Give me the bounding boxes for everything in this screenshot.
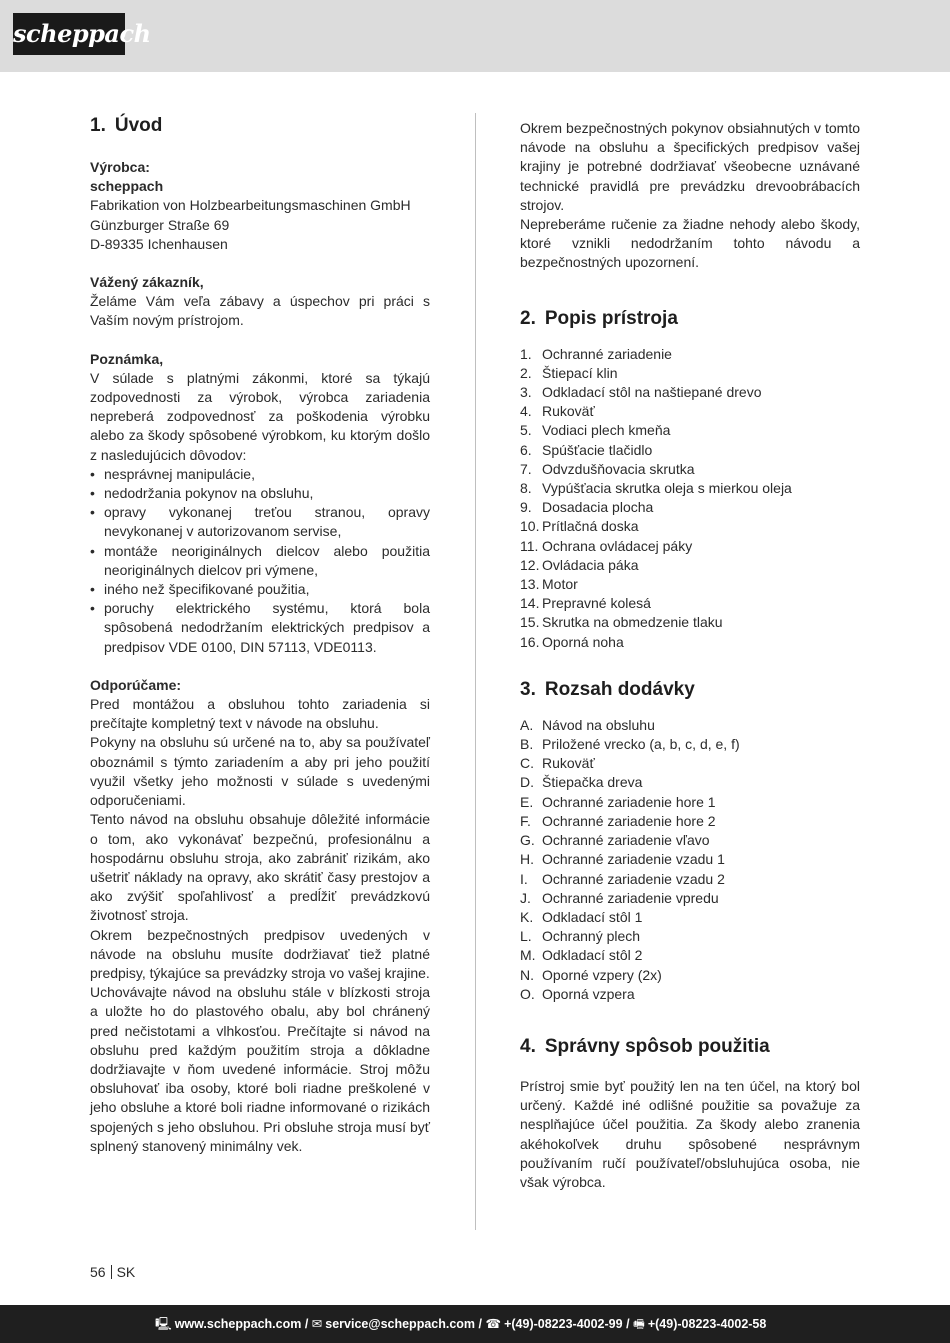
list-item: • montáže neoriginálnych dielcov alebo použitia neoriginálnych dielcov pri výmene,: [90, 542, 430, 580]
list-item: • iného než špecifikované použitia,: [90, 580, 430, 599]
list-item-number: H.: [520, 851, 534, 868]
list-item-text: Štiepací klin: [542, 364, 618, 381]
fax-icon: 🖷: [633, 1317, 645, 1331]
list-item-text: Rukoväť: [542, 403, 595, 420]
list-item: [520, 754, 860, 773]
envelope-icon: ✉: [311, 1317, 323, 1331]
manufacturer-label: Výrobca:: [90, 159, 150, 175]
section-heading-intro: 1. Úvod: [90, 115, 163, 136]
list-item-text: Prítlačná doska: [542, 518, 639, 535]
page-number: 56 SK: [90, 1264, 136, 1280]
list-item-text: Ochranné zariadenie hore 1: [542, 793, 716, 810]
list-item-text: Odkladací stôl 1: [542, 908, 643, 925]
manufacturer-city: D-89335 Ichenhausen: [90, 235, 228, 252]
list-item-text: Spúšťacie tlačidlo: [542, 441, 653, 458]
list-item-number: L.: [520, 928, 532, 945]
list-item-text: Vodiaci plech kmeňa: [542, 422, 671, 439]
list-item-text: Prepravné kolesá: [542, 595, 651, 612]
intro-paragraph: Okrem bezpečnostných pokynov obsiahnutých v tomto návode na obsluhu a špecifických predpisov vašej krajiny je potrebné dodržiavať všeobecne uznávané technické pravidlá pre prevádzku drevoobrábacích strojov.: [520, 120, 860, 213]
list-item-text: Ochranné zariadenie hore 2: [542, 812, 716, 829]
list-item-text: Ochrana ovládacej páky: [542, 537, 693, 554]
manufacturer-name: scheppach: [90, 178, 164, 195]
recommend-label: Odporúčame:: [90, 676, 182, 693]
list-item-text: Ochranný plech: [542, 928, 641, 945]
list-item-number: 11.: [520, 537, 539, 554]
list-item: [520, 870, 860, 889]
intro-paragraph: Nepreberáme ručenie za žiadne nehody alebo škody, ktoré vznikli nedodržaním tohto návodu a bezpečnostných upozornení.: [520, 216, 860, 271]
intended-use-text: Prístroj smie byť použitý len na ten účel, na ktorý bol určený. Každé iné odlišné použitie sa považuje za nesplňajúce účel použitia. Za škody alebo zranenia akéhokoľvek druhu spôsobené nesprávnym používaním ručí používateľ/obsluhujúca osoba, nie však výrobca.: [520, 1077, 860, 1190]
list-item-text: Ovládacia páka: [542, 556, 639, 573]
list-item: [520, 421, 860, 440]
list-item-number: 16.: [520, 633, 540, 650]
list-item: [520, 575, 860, 594]
list-item-text: Motor: [542, 576, 578, 593]
list-item: [520, 985, 860, 1004]
list-item: [520, 364, 860, 383]
list-item: [520, 517, 860, 536]
manufacturer-company: Fabrikation von Holzbearbeitungsmaschinen GmbH: [90, 197, 411, 214]
list-item-number: 7.: [520, 460, 532, 477]
manufacturer-street: Günzburger Straße 69: [90, 216, 230, 233]
list-item: [520, 613, 860, 632]
list-item-number: 2.: [520, 364, 532, 381]
list-item-text: Ochranné zariadenie vzadu 2: [542, 870, 725, 887]
list-item-number: 6.: [520, 441, 532, 458]
list-item-number: 8.: [520, 480, 532, 497]
list-item-text: Vypúšťacia skrutka oleja s mierkou oleja: [542, 480, 792, 497]
list-item: [520, 773, 860, 792]
scheppach-logo: scheppach: [13, 13, 125, 55]
list-item: [520, 633, 860, 652]
list-item-number: 13.: [520, 576, 540, 593]
list-item: [520, 831, 860, 850]
website-link[interactable]: www.scheppach.com: [174, 1317, 302, 1331]
list-item-text: Ochranné zariadenie vzadu 1: [542, 851, 725, 868]
list-item: • poruchy elektrického systému, ktorá bola spôsobená nedodržaním elektrických predpisov a predpisov VDE 0100, DIN 57113, VDE0113.: [90, 599, 430, 657]
note-bullet-list: [90, 465, 430, 657]
list-item: [520, 594, 860, 613]
list-item: [520, 889, 860, 908]
dear-customer-text: Želáme Vám veľa zábavy a úspechov pri práci s Vaším novým prístrojom.: [90, 293, 430, 329]
list-item: [520, 460, 860, 479]
list-item-number: 9.: [520, 499, 532, 516]
note-text: V súlade s platnými zákonmi, ktoré sa týkajú zodpovednosti za výrobok, výrobca zariadenia nepreberá zodpovednosť za poškodenia výrobku alebo za škody spôsobené výrobkom, ku ktorým došlo z nasledujúcich dôvodov:: [90, 369, 430, 463]
list-item-text: Dosadacia plocha: [542, 499, 654, 516]
list-item: [520, 812, 860, 831]
note-label: Poznámka,: [90, 350, 164, 367]
list-item: • opravy vykonanej treťou stranou, opravy nevykonanej v autorizovanom servise,: [90, 503, 430, 541]
list-item-number: 12.: [520, 556, 540, 573]
list-item: [520, 908, 860, 927]
list-item-text: Štiepačka dreva: [542, 774, 643, 791]
list-item-text: Ochranné zariadenie: [542, 345, 672, 362]
list-item-number: J.: [520, 889, 531, 906]
list-item: [520, 966, 860, 985]
list-item-number: 4.: [520, 403, 532, 420]
list-item: [520, 793, 860, 812]
list-item-number: A.: [520, 716, 534, 733]
list-item: [520, 498, 860, 517]
recommend-paragraph: Pokyny na obsluhu sú určené na to, aby sa používateľ oboznámil s týmto zariadením a aby pri jeho použití využil všetky jeho možnosti v súlade s uvedenými odporučeniami.: [90, 734, 430, 809]
list-item-text: Návod na obsluhu: [542, 716, 655, 733]
list-item-text: Oporná noha: [542, 633, 624, 650]
list-item-number: I.: [520, 870, 528, 887]
list-item-number: E.: [520, 793, 534, 810]
list-item-text: Ochranné zariadenie vpredu: [542, 889, 719, 906]
list-item-text: Rukoväť: [542, 755, 595, 772]
page-header: [0, 0, 950, 72]
list-item-number: F.: [520, 812, 531, 829]
left-column: [90, 112, 430, 1156]
column-divider: [475, 113, 476, 1230]
parts-list: [520, 345, 860, 652]
phone-icon: ☎: [485, 1317, 502, 1331]
list-item: [520, 927, 860, 946]
list-item: [520, 716, 860, 735]
list-item-text: Odkladací stôl na naštiepané drevo: [542, 384, 762, 401]
section-heading-description: 2. Popis prístroja: [520, 307, 678, 329]
list-item-number: 1.: [520, 345, 532, 362]
list-item-text: Oporná vzpera: [542, 985, 635, 1002]
recommend-paragraph: Uchovávajte návod na obsluhu stále v blízkosti stroja a uložte ho do plastového obalu, aby bol chránený pred nečistotami a vlhkosťou. Prečítajte si návod na obsluhu pred každým použitím stroja a dôkladne dodržiavajte v ňom uvedené informácie. Stroj môžu obsluhovať iba osoby, ktoré boli riadne preškolené v jeho obsluhe a ktoré boli riadne informované o rizikách spojených s jeho obsluhou. Pri obsluhe stroja musí byť splnený stanovený minimálny vek.: [90, 984, 430, 1154]
list-item: [520, 383, 860, 402]
list-item: [520, 537, 860, 556]
list-item: [520, 402, 860, 421]
list-item-number: C.: [520, 755, 534, 772]
list-item: [520, 735, 860, 754]
recommend-paragraph: Okrem bezpečnostných predpisov uvedených v návode na obsluhu musíte dodržiavať tiež platné predpisy, týkajúce sa prevádzky stroja vo vašej krajine.: [90, 926, 430, 981]
fax-number: +(49)-08223-4002-58: [647, 1317, 767, 1331]
list-item-number: 10.: [520, 518, 540, 535]
list-item-number: G.: [520, 832, 535, 849]
phone-number: +(49)-08223-4002-99: [504, 1317, 623, 1331]
page-number-divider: [111, 1265, 112, 1279]
list-item-number: 3.: [520, 384, 532, 401]
list-item: [520, 479, 860, 498]
list-item-text: Priložené vrecko (a, b, c, d, e, f): [542, 736, 740, 753]
list-item: [520, 345, 860, 364]
dear-customer-label: Vážený zákazník,: [90, 274, 204, 291]
delivery-list: [520, 716, 860, 1004]
list-item: [520, 441, 860, 460]
list-item-number: 5.: [520, 422, 532, 439]
list-item-number: B.: [520, 736, 534, 753]
list-item-text: Oporné vzpery (2x): [542, 966, 662, 983]
list-item-number: 14.: [520, 595, 540, 612]
list-item-number: M.: [520, 947, 536, 964]
section-heading-intended-use: 4. Správny spôsob použitia: [520, 1035, 770, 1057]
recommend-paragraph: Tento návod na obsluhu obsahuje dôležité informácie o tom, ako vykonávať bezpečnú, profesionálnu a hospodárnu obsluhu stroja, ako zabrániť rizikám, ako ušetriť náklady na opravy, ako skrátiť časy prestojov a ako zvýšiť spoľahlivosť a predĺžiť prevádzkovú životnosť stroja.: [90, 811, 430, 924]
list-item-number: D.: [520, 774, 534, 791]
list-item: • nedodržania pokynov na obsluhu,: [90, 484, 430, 503]
list-item-text: Ochranné zariadenie vľavo: [542, 832, 710, 849]
list-item-text: Odkladací stôl 2: [542, 947, 643, 964]
section-heading-delivery: 3. Rozsah dodávky: [520, 678, 695, 700]
list-item: [520, 946, 860, 965]
list-item: [520, 850, 860, 869]
list-item-number: K.: [520, 908, 534, 925]
computer-icon: 🖳: [155, 1317, 172, 1331]
recommend-paragraph: Pred montážou a obsluhou tohto zariadenia si prečítajte kompletný text v návode na obsluhu.: [90, 696, 430, 732]
list-item-number: O.: [520, 985, 535, 1002]
list-item: • nesprávnej manipulácie,: [90, 465, 430, 484]
footer-contact-bar: 🖳 www.scheppach.com / ✉ service@scheppach.com / ☎ +(49)-08223-4002-99 / 🖷 +(49)-08223-4002-58: [0, 1305, 950, 1343]
list-item-number: N.: [520, 966, 534, 983]
email-link[interactable]: service@scheppach.com: [325, 1317, 476, 1331]
list-item-text: Skrutka na obmedzenie tlaku: [542, 614, 723, 631]
list-item: [520, 556, 860, 575]
list-item-number: 15.: [520, 614, 540, 631]
right-column: [520, 119, 860, 1192]
list-item-text: Odvzdušňovacia skrutka: [542, 460, 695, 477]
